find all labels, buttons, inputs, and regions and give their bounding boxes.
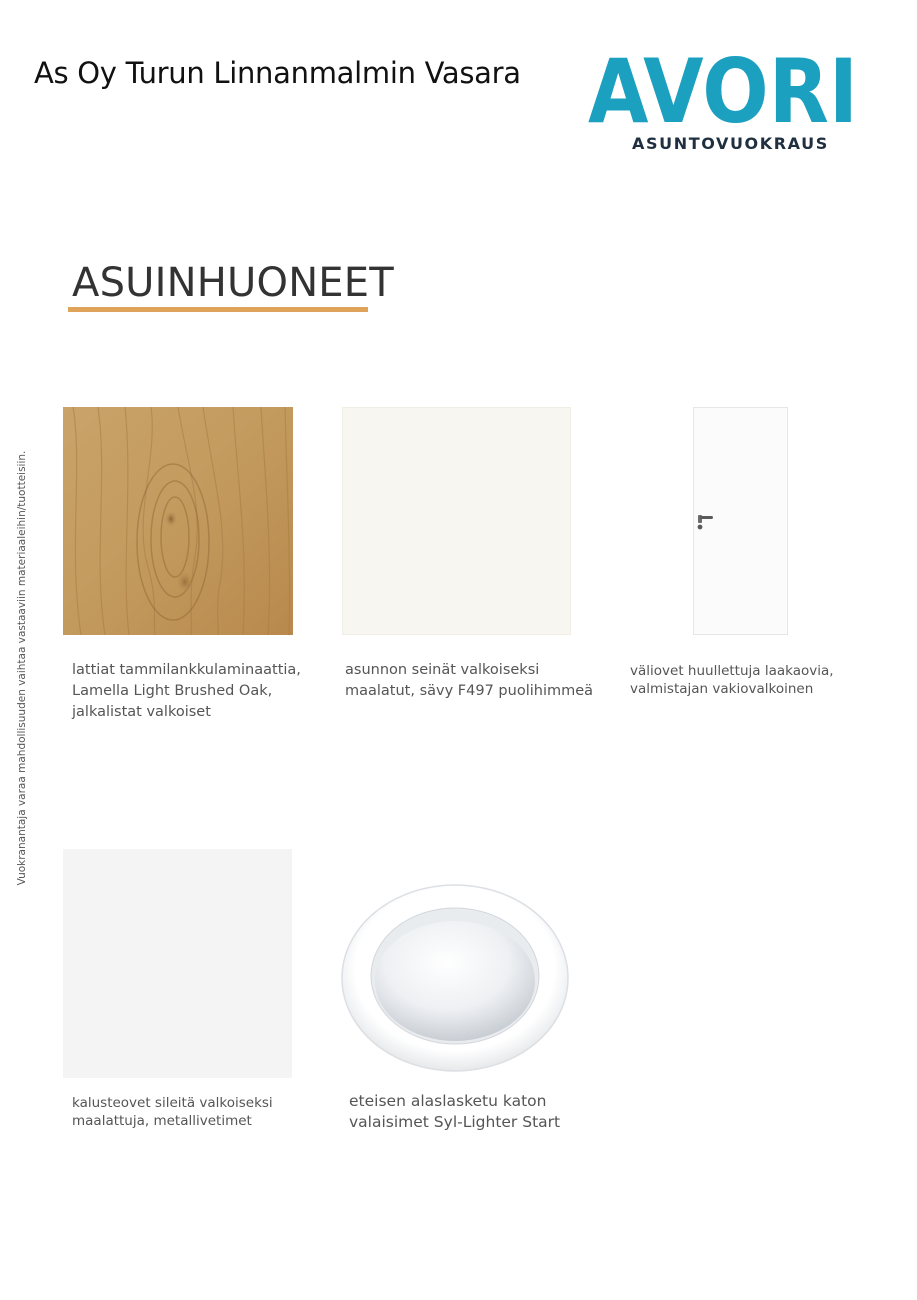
logo-word: AVORI	[588, 44, 858, 130]
cabinet-door-swatch	[63, 849, 292, 1078]
walls-caption: asunnon seinät valkoiseksi maalatut, sävy F497 puolihimmeä	[345, 662, 594, 699]
doors-caption: väliovet huullettuja laakaovia, valmistajan vakiovalkoinen	[630, 663, 834, 697]
document-title: As Oy Turun Linnanmalmin Vasara	[34, 56, 521, 90]
wall-paint-swatch	[342, 407, 571, 635]
cabinets-caption: kalusteovet sileitä valkoiseksi maalattuja, metallivetimet	[72, 1095, 273, 1129]
oak-flooring-swatch	[63, 407, 293, 635]
ceiling-light-image	[340, 883, 570, 1073]
interior-door-image	[693, 407, 788, 635]
flooring-caption: lattiat tammilankkulaminaattia, Lamella Light Brushed Oak, jalkalistat valkoiset	[72, 662, 301, 720]
side-note: Vuokranantaja varaa mahdollisuuden vaihtaa vastaaviin materiaaleihin/tuotteisiin.	[16, 450, 28, 886]
avori-logo	[588, 44, 860, 130]
logo-subtitle: ASUNTOVUOKRAUS	[632, 134, 829, 153]
section-underline	[68, 307, 368, 312]
section-title: ASUINHUONEET	[72, 260, 394, 306]
lights-caption: eteisen alaslasketu katon valaisimet Syl-Lighter Start	[349, 1092, 561, 1131]
